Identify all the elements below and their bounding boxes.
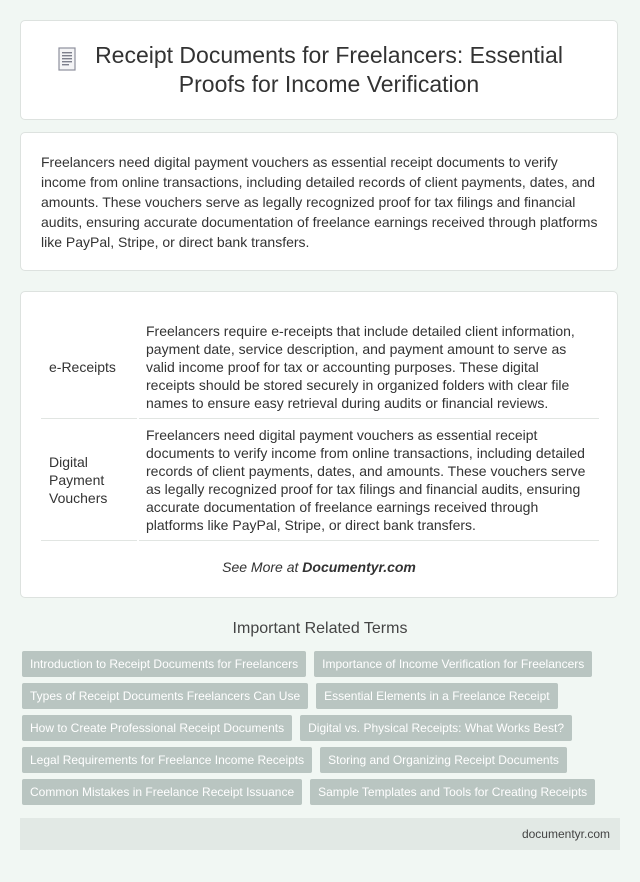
related-terms-list [22, 651, 622, 811]
related-term-tag[interactable]: Storing and Organizing Receipt Documents [320, 747, 567, 773]
term-cell: e-Receipts [41, 315, 138, 419]
footer-site-link[interactable]: documentyr.com [521, 827, 610, 841]
see-more-site[interactable]: Documentyr.com [302, 559, 416, 575]
table-row [41, 419, 599, 541]
terms-card [20, 291, 618, 598]
footer-bar [20, 818, 620, 850]
term-cell: Digital Payment Vouchers [41, 419, 138, 541]
related-term-tag[interactable]: Importance of Income Verification for Freelancers [314, 651, 592, 677]
intro-card [20, 132, 618, 271]
description-cell: Freelancers need digital payment vouchers as essential receipt documents to verify income from online transactions, including detailed records of client payments, dates, and amounts. These vouchers serve as legally recognized proof for tax filings and financial audits, ensuring accurate documentation of freelance earnings received through platforms like PayPal, Stripe, or direct bank transfers. [138, 419, 599, 541]
intro-paragraph: Freelancers need digital payment vouchers as essential receipt documents to verify income from online transactions, including detailed records of client payments, dates, and amounts. These vouchers serve as legally recognized proof for tax filings and financial audits, ensuring accurate documentation of freelance earnings received through platforms like PayPal, Stripe, or direct bank transfers. [41, 154, 598, 250]
related-term-tag[interactable]: Digital vs. Physical Receipts: What Works Best? [300, 715, 572, 741]
tag-row [22, 779, 622, 805]
table-row [41, 315, 599, 419]
related-term-tag[interactable]: Sample Templates and Tools for Creating Receipts [310, 779, 595, 805]
related-terms-heading: Important Related Terms [232, 620, 408, 637]
tag-row [22, 651, 622, 677]
page-title: Receipt Documents for Freelancers: Essential Proofs for Income Verification [95, 42, 563, 97]
related-term-tag[interactable]: Types of Receipt Documents Freelancers Can Use [22, 683, 308, 709]
related-term-tag[interactable]: How to Create Professional Receipt Documents [22, 715, 292, 741]
see-more-link[interactable] [21, 559, 617, 575]
related-term-tag[interactable]: Introduction to Receipt Documents for Freelancers [22, 651, 306, 677]
related-term-tag[interactable]: Essential Elements in a Freelance Receipt [316, 683, 557, 709]
header-card [20, 20, 618, 120]
tag-row [22, 683, 622, 709]
description-cell: Freelancers require e-receipts that include detailed client information, payment date, service description, and payment amount to serve as valid income proof for tax or accounting purposes. These digital receipts should be stored securely in organized folders with clear file names to ensure easy retrieval during audits or financial reviews. [138, 315, 599, 419]
see-more-prefix: See More at [222, 559, 303, 575]
related-term-tag[interactable]: Common Mistakes in Freelance Receipt Issuance [22, 779, 302, 805]
tag-row [22, 747, 622, 773]
related-term-tag[interactable]: Legal Requirements for Freelance Income Receipts [22, 747, 312, 773]
terms-table [41, 315, 599, 541]
tag-row [22, 715, 622, 741]
